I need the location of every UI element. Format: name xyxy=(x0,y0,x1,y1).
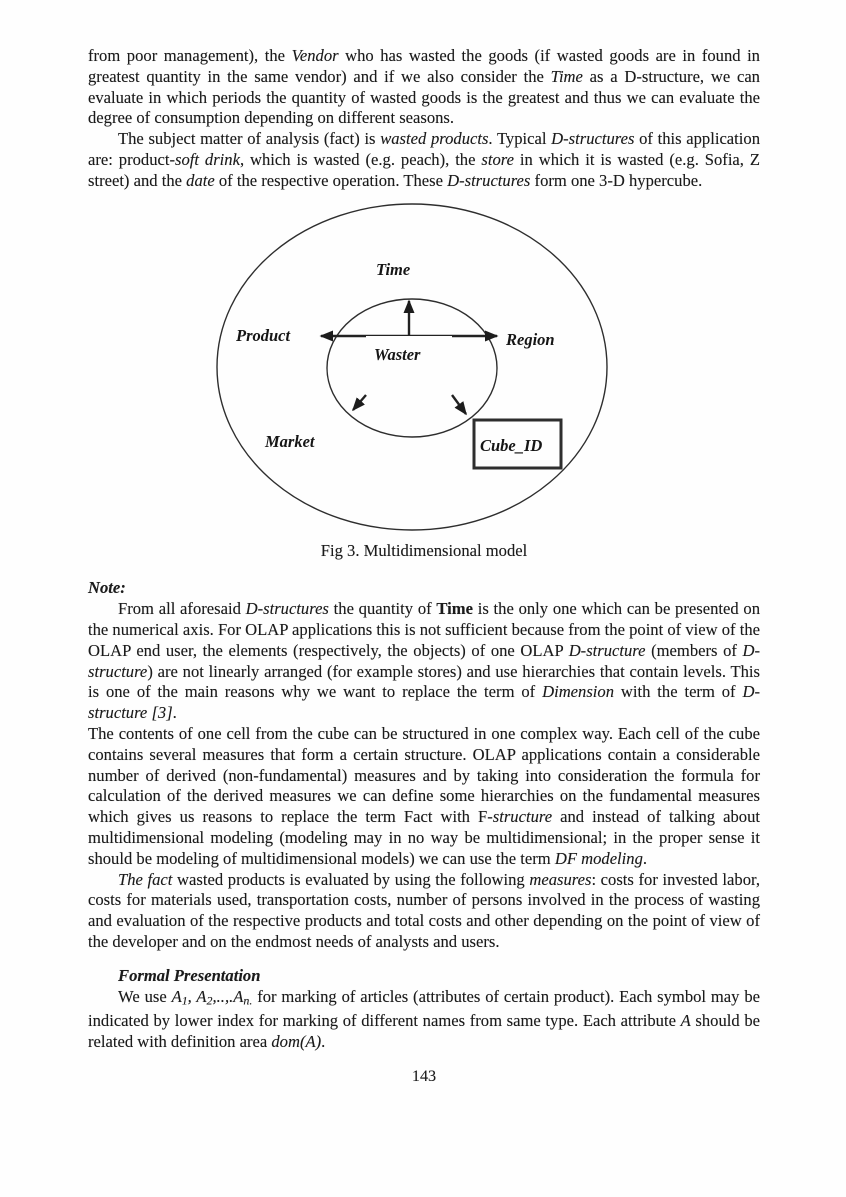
node-label-market: Market xyxy=(265,431,315,451)
diagram-node-waster xyxy=(366,336,452,395)
paragraph-cube-cell-contents: The contents of one cell from the cube can be structured in one complex way. Each cell of the cube contains several measures that form a certain structure. OLAP applications contain a considerable number of derived (non-fundamental) measures and by taking into consideration the formula for calculation of the derived measures we can define some hierarchies on the fundamental measures which gives us reasons to replace the term Fact with F-structure and instead of talking about multidimensional modeling (modeling may in no way be multidimensional; in the proper sense it should be modeling of multidimensional models) we can use the term DF modeling. xyxy=(88,723,760,868)
figure-multidimensional-model xyxy=(214,200,634,562)
diagram-node-product xyxy=(230,311,317,357)
paragraph-subject-matter: The subject matter of analysis (fact) is wasted products. Typical D-structures of this application are: product-soft drink, which is wasted (e.g. peach), the store in which it is wasted (e.g. Sofia, Z street) and the date of the respective operation. These D-structures form one 3-D hypercube. xyxy=(88,129,761,190)
arrow-to-cube-id xyxy=(452,395,466,414)
paragraph-fact-measures: The fact wasted products is evaluated by using the following measures: costs for invested labor, costs for materials used, transportation costs, number of persons involved in the process of wasting and evaluation of the respective products and total costs and other depending on the point of view of the developer and on the endmost needs of analysts and users. xyxy=(88,869,761,951)
diagram-node-cube-id xyxy=(474,420,561,468)
node-label-waster: Waster xyxy=(374,344,421,364)
diagram-node-time xyxy=(366,251,454,298)
diagram-node-market xyxy=(257,418,343,464)
node-label-time: Time xyxy=(376,259,411,279)
page-number: 143 xyxy=(411,1066,437,1085)
note-paragraph: From all aforesaid D-structures the quantity of Time is the only one which can be presented on the numerical axis. For OLAP applications this is not sufficient because from the point of view of the OLAP end user, the elements (respectively, the objects) of one OLAP D-structure (members of D-structure) are not linearly arranged (for example stores) and use hierarchies that contain levels. This is one of the main reasons why we want to replace the term of Dimension with the term of D-structure [3]. xyxy=(88,599,760,723)
formal-presentation-heading: Formal Presentation xyxy=(118,965,261,985)
arrow-to-market xyxy=(353,395,366,410)
diagram-node-region xyxy=(499,315,587,362)
paragraph-continuation: from poor management), the Vendor who has wasted the goods (if wasted goods are in found in greatest quantity in the same vendor) and if we also consider the Time as a D-structure, we can evaluate in which periods the quantity of wasted goods is the greatest and thus we can evaluate the degree of consumption depending on different seasons. xyxy=(88,46,760,128)
node-label-region: Region xyxy=(506,329,555,349)
node-label-product: Product xyxy=(236,325,291,345)
diagram-multidimensional xyxy=(214,200,634,535)
figure-caption: Fig 3. Multidimensional model xyxy=(320,540,528,560)
node-label-cube-id: Cube_ID xyxy=(480,435,543,455)
paragraph-formal-presentation: We use A1, A2,..,.An. for marking of articles (attributes of certain product). Each symbol may be indicated by lower index for marking of different names from same type. Each attribute A should be related with definition area dom(A). xyxy=(88,986,761,1051)
note-heading: Note: xyxy=(88,578,126,598)
